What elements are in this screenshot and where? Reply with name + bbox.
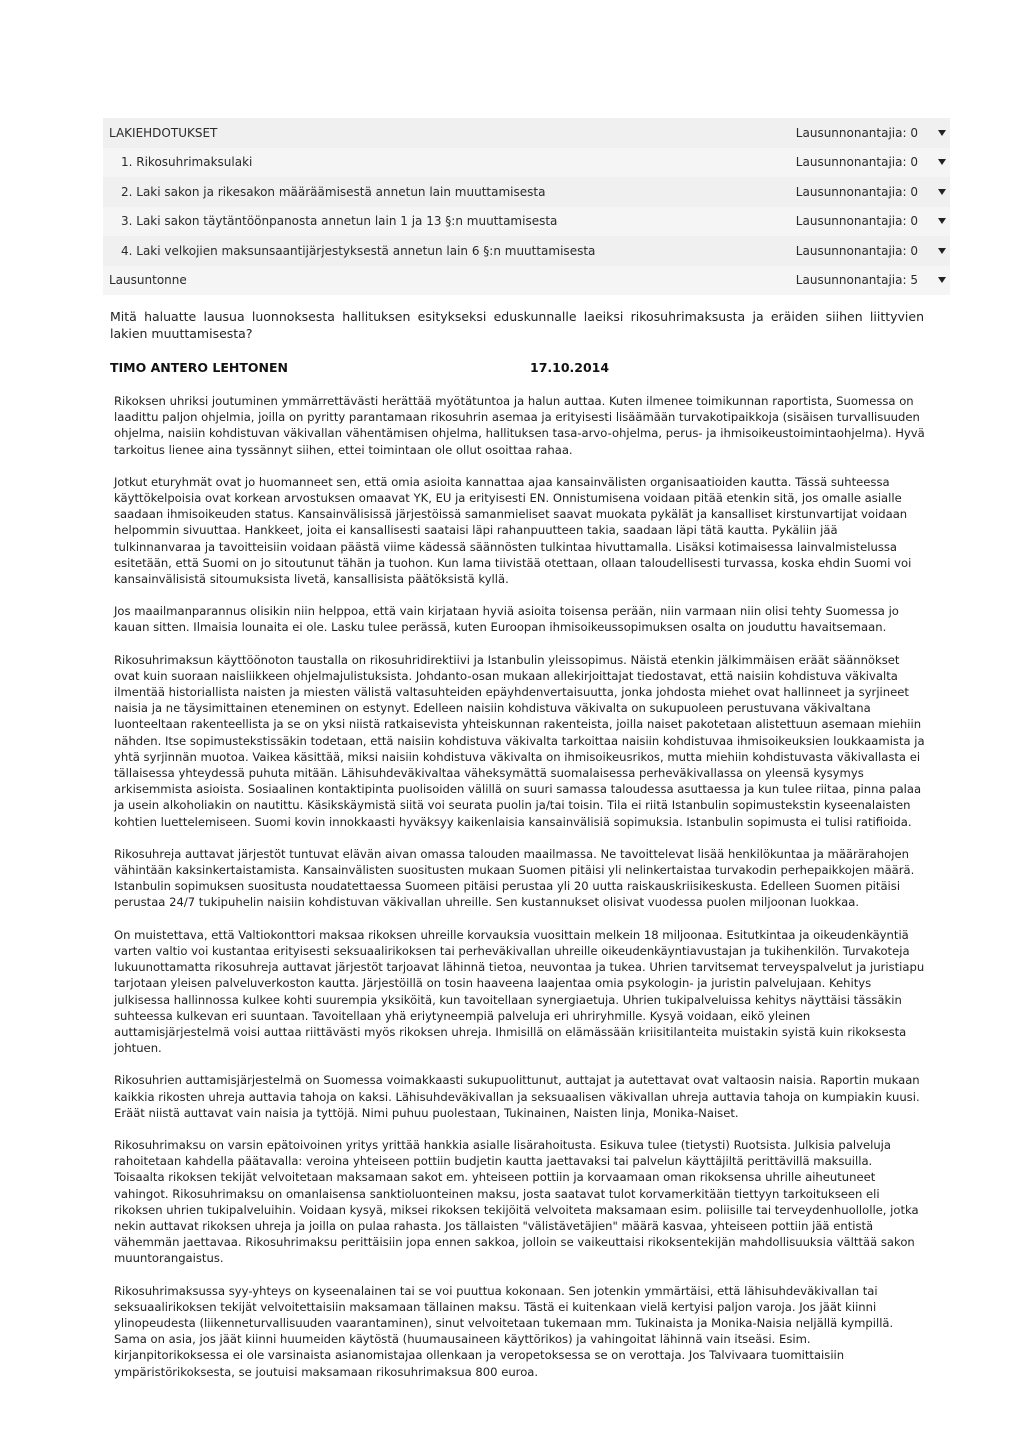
proposal-list xyxy=(103,118,950,295)
proposal-row-4[interactable] xyxy=(103,236,950,266)
statement-date: 17.10.2014 xyxy=(530,360,610,375)
proposal-row-2[interactable] xyxy=(103,177,950,207)
statement-body xyxy=(114,393,926,1396)
question-text: Mitä haluatte lausua luonnoksesta hallituksen esitykseksi eduskunnalle laeiksi rikosuhrimaksusta ja eräiden siihen liittyvien lakien muuttamisesta? xyxy=(110,309,924,341)
paragraph: Jotkut eturyhmät ovat jo huomanneet sen, että omia asioita kannattaa ajaa kansainvälisten organisaatioiden kautta. Tässä suhteessa käyttökelpoisia ovat korkean arvostuksen omaavat YK, EU ja erityisesti EN. Onnistumisena voidaan pitää etenkin sitä, jos omalle asialle saadaan ihmisoikeuden status. Kansainvälisissä järjestöissä samanmieliset saavat muokata pykälät ja kansalliset kirstunvartijat voidaan helpommin sivuuttaa. Hankkeet, joita ei kansallisesti saataisi läpi rahanpuutteen takia, saadaan läpi tätä kautta. Pykäliin jää tulkinnanvaraa ja tavoitteisiin voidaan päästä viime kädessä säännösten tulkintaa hivuttamalla. Lisäksi kotimaisessa lainvalmistelussa esitetään, että Suomi on jo sitoutunut tähän ja tuohon. Kun lama tiivistää otettaan, ollaan taloudellisesti turvassa, koska ehdin Suomi voi kansainvälisistä sitoumuksista livetä, kansallisista päätöksistä kyllä. xyxy=(114,474,912,587)
proposal-label: 1. Rikosuhrimaksulaki xyxy=(121,155,253,170)
statement-title: Lausuntonne xyxy=(109,273,187,288)
author-name: TIMO ANTERO LEHTONEN xyxy=(110,360,288,375)
chevron-down-icon[interactable] xyxy=(938,277,946,283)
proposal-label: 3. Laki sakon täytäntöönpanosta annetun lain 1 ja 13 §:n muuttamisesta xyxy=(121,214,558,229)
chevron-down-icon[interactable] xyxy=(938,218,946,224)
paragraph: Rikosuhrien auttamisjärjestelmä on Suomessa voimakkaasti sukupuolittunut, auttajat ja autettavat ovat valtaosin naisia. Raportin mukaan kaikkia rikosten uhreja auttavia tahoja on kaksi. Lähisuhdeväkivallan ja seksuaalisen väkivallan uhreja auttavia tahoja on kumpiakin kuusi. Eräät niistä auttavat vain naisia ja tyttöjä. Nimi puhuu puolestaan, Tukinainen, Naisten linja, Monika-Naiset. xyxy=(114,1073,920,1120)
statement-count: Lausunnonantajia: 5 xyxy=(795,273,918,288)
chevron-down-icon[interactable] xyxy=(938,130,946,136)
header-row-proposals[interactable] xyxy=(103,118,950,148)
chevron-down-icon[interactable] xyxy=(938,189,946,195)
header-count: Lausunnonantajia: 0 xyxy=(795,125,918,140)
paragraph: Rikosuhrimaksun käyttöönoton taustalla on rikosuhridirektiivi ja Istanbulin yleissopimus. Näistä etenkin jälkimmäisen eräät säännökset ovat kuin suoraan naisliikkeen ohjelmajulistuksista. Johdanto-osan mukaan allekirjoittajat tiedostavat, että naisiin kohdistuva väkivalta ilmentää historiallista naisten ja miesten välistä valtasuhteiden epäyhdenvertaisuutta, jonka johdosta miehet ovat hallinneet ja syrjineet naisia ja ne täysimittainen eteneminen on estynyt. Edelleen naisiin kohdistuva väkivalta on sukupuoleen perustuvana väkivaltana luonteeltaan rakenteellista ja se on yksi niistä ratkaisevista yhteiskunnan rakenteista, joilla naiset pakotetaan alistettuun asemaan miehiin nähden. Itse sopimustekstissäkin todetaan, että naisiin kohdistuva väkivalta tarkoittaa naisiin kohdistuvaa ihmisoikeuksien loukkaamista ja yhtä syrjinnän muotoa. Vaikea käsittää, miksi naisiin kohdistuva väkivalta on ihmisoikeusrikos, mutta miehiin kohdistuvasta väkivallasta ei tällaisessa yhteydessä puhuta mitään. Lähisuhdeväkivaltaa väheksymättä suomalaisessa perheväkivallassa on yleensä kysymys arkisemmista asioista. Sosiaalinen kontaktipinta puolisoiden välillä on suuri samassa taloudessa asuttaessa ja kun tulee riitaa, pinna palaa ja usein alkoholiakin on nautittu. Käsikskäymistä siitä voi seurata puolin ja/tai toisin. Tila ei riitä Istanbulin sopimustekstin kyseenalaisten kohtien luettelemiseen. Suomi kovin innokkaasti hyväksyy kaikenlaisia kansainvälisiä sopimuksia. Istanbulin sopimusta ei tulisi ratifioida. xyxy=(114,652,925,829)
paragraph: On muistettava, että Valtiokonttori maksaa rikoksen uhreille korvauksia vuosittain melkein 18 miljoonaa. Esitutkintaa ja oikeudenkäyntiä varten valtio voi kustantaa erityisesti seksuaalirikoksen tai perheväkivallan uhreille oikeudenkäyntiavustajan ja tukihenkilön. Turvakoteja lukuunottamatta rikosuhreja auttavat järjestöt tarjoavat lähinnä tietoa, neuvontaa ja tukea. Uhrien tarvitsemat terveyspalvelut ja juristiapu tarjotaan yleisen palveluverkoston kautta. Järjestöillä on tosin haaveena laajentaa omia psykologin- ja juristin palvelujaan. Kehitys julkisessa hallinnossa kulkee kohti suurempia yksiköitä, kun tavoitellaan synergiaetuja. Uhrien tukipalveluissa kehitys näyttäisi tässäkin suhteessa kulkevan eri suuntaan. Tavoitellaan yhä eriytyneempiä palveluja eri uhriryhmille. Kysyä voidaan, eikö yleinen auttamisjärjestelmä voisi auttaa riittävästi myös rikoksen uhreja. Ihmisillä on elämässään kriisitilanteita muistakin syistä kuin rikoksesta johtuen. xyxy=(114,927,925,1056)
statement-row[interactable] xyxy=(103,266,950,296)
statement-meta xyxy=(110,360,810,375)
proposal-count: Lausunnonantajia: 0 xyxy=(795,184,918,199)
proposal-count: Lausunnonantajia: 0 xyxy=(795,214,918,229)
proposal-row-3[interactable] xyxy=(103,207,950,237)
proposal-count: Lausunnonantajia: 0 xyxy=(795,243,918,258)
paragraph: Rikosuhrimaksu on varsin epätoivoinen yritys yrittää hankkia asialle lisärahoitusta. Esikuva tulee (tietysti) Ruotsista. Julkisia palveluja rahoitetaan kahdella päätavalla: veroina yhteiseen pottiin budjetin kautta jaettavaksi tai palvelun käyttäjiltä perittävillä maksuilla. Toisaalta rikoksen tekijät velvoitetaan maksamaan sakot em. yhteiseen pottiin ja korvaamaan oman rikoksensa uhrille aiheutuneet vahingot. Rikosuhrimaksu on omanlaisensa sanktioluonteinen maksu, josta saatavat tulot korvamerkitään tiettyyn tarkoitukseen eli rikoksen uhrien tukipalveluihin. Voidaan kysyä, miksei rikoksen tekijöitä velvoiteta maksamaan esim. poliisille tai terveydenhuollolle, jotka nekin auttavat rikoksen uhreja ja joilla on pulaa rahasta. Jos tällaisten "välistävetäjien" määrä kasvaa, yhteiseen pottiin jää entistä vähemmän jaettavaa. Rikosuhrimaksu perittäisiin jopa ennen sakkoa, jolloin se vaikeuttaisi rikoksentekijän mahdollisuuksia välttää sakon muuntorangaistus. xyxy=(114,1137,919,1266)
paragraph: Jos maailmanparannus olisikin niin helppoa, että vain kirjataan hyviä asioita toisensa perään, niin varmaan niin olisi tehty Suomessa jo kauan sitten. Ilmaisia lounaita ei ole. Lasku tulee perässä, kuten Euroopan ihmisoikeussopimuksen osalta on jouduttu havaitsemaan. xyxy=(114,604,899,635)
proposal-label: 4. Laki velkojien maksunsaantijärjestyksestä annetun lain 6 §:n muuttamisesta xyxy=(121,243,596,258)
chevron-down-icon[interactable] xyxy=(938,248,946,254)
paragraph: Rikoksen uhriksi joutuminen ymmärrettävästi herättää myötätuntoa ja halun auttaa. Kuten ilmenee toimikunnan raportista, Suomessa on laadittu paljon ohjelmia, joilla on pyritty parantamaan rikosuhrin asemaa ja erityisesti lisäämään turvakotipaikkoja (sisäisen turvallisuuden ohjelma, naisiin kohdistuvan väkivallan vähentämisen ohjelma, hallituksen tasa-arvo-ohjelma, perus- ja ihmisoikeustoimintaohjelma). Hyvä tarkoitus lienee aina tyssännyt siihen, ettei toimintaan ole ollut osoittaa rahaa. xyxy=(114,394,925,457)
proposal-row-1[interactable] xyxy=(103,148,950,178)
proposal-label: 2. Laki sakon ja rikesakon määräämisestä annetun lain muuttamisesta xyxy=(121,184,546,199)
header-title: LAKIEHDOTUKSET xyxy=(109,125,218,140)
paragraph: Rikosuhrimaksussa syy-yhteys on kyseenalainen tai se voi puuttua kokonaan. Sen jotenkin ymmärtäisi, että lähisuhdeväkivallan tai seksuaalirikoksen tekijät velvoitettaisiin maksamaan tällainen maksu. Tästä ei kuitenkaan vielä kertyisi paljon varoja. Jos jäät kiinni ylinopeudesta (liikenneturvallisuuden vaarantaminen), sinut velvoitetaan tukemaan mm. Tukinaista ja Monika-Naisia neljällä kympillä. Sama on asia, jos jäät kiinni huumeiden käytöstä (huumausaineen käyttörikos) ja vahingoitat lähinnä vain itseäsi. Esim. kirjanpitorikoksessa ei ole varsinaista asianomistajaa ollenkaan ja veropetoksessa se on verottaja. Jos Talvivaara tuomittaisiin ympäristörikoksesta, se joutuisi maksamaan rikosuhrimaksua 800 euroa. xyxy=(114,1283,894,1379)
chevron-down-icon[interactable] xyxy=(938,159,946,165)
proposal-count: Lausunnonantajia: 0 xyxy=(795,155,918,170)
paragraph: Rikosuhreja auttavat järjestöt tuntuvat elävän aivan omassa talouden maailmassa. Ne tavoittelevat lisää henkilökuntaa ja määrärahojen vähintään kaksinkertaistamista. Kansainvälisten suositusten mukaan Suomen pitäisi yli nelinkertaistaa turvakodin perhepaikkojen määrä. Istanbulin sopimuksen suositusta noudatettaessa Suomeen pitäisi perustaa yli 20 uutta raiskauskriisikeskusta. Edelleen Suomen pitäisi perustaa 24/7 tukipuhelin naisiin kohdistuvan väkivallan uhreille. Sen kustannukset olisivat vuodessa puolen miljoonan luokkaa. xyxy=(114,846,915,910)
